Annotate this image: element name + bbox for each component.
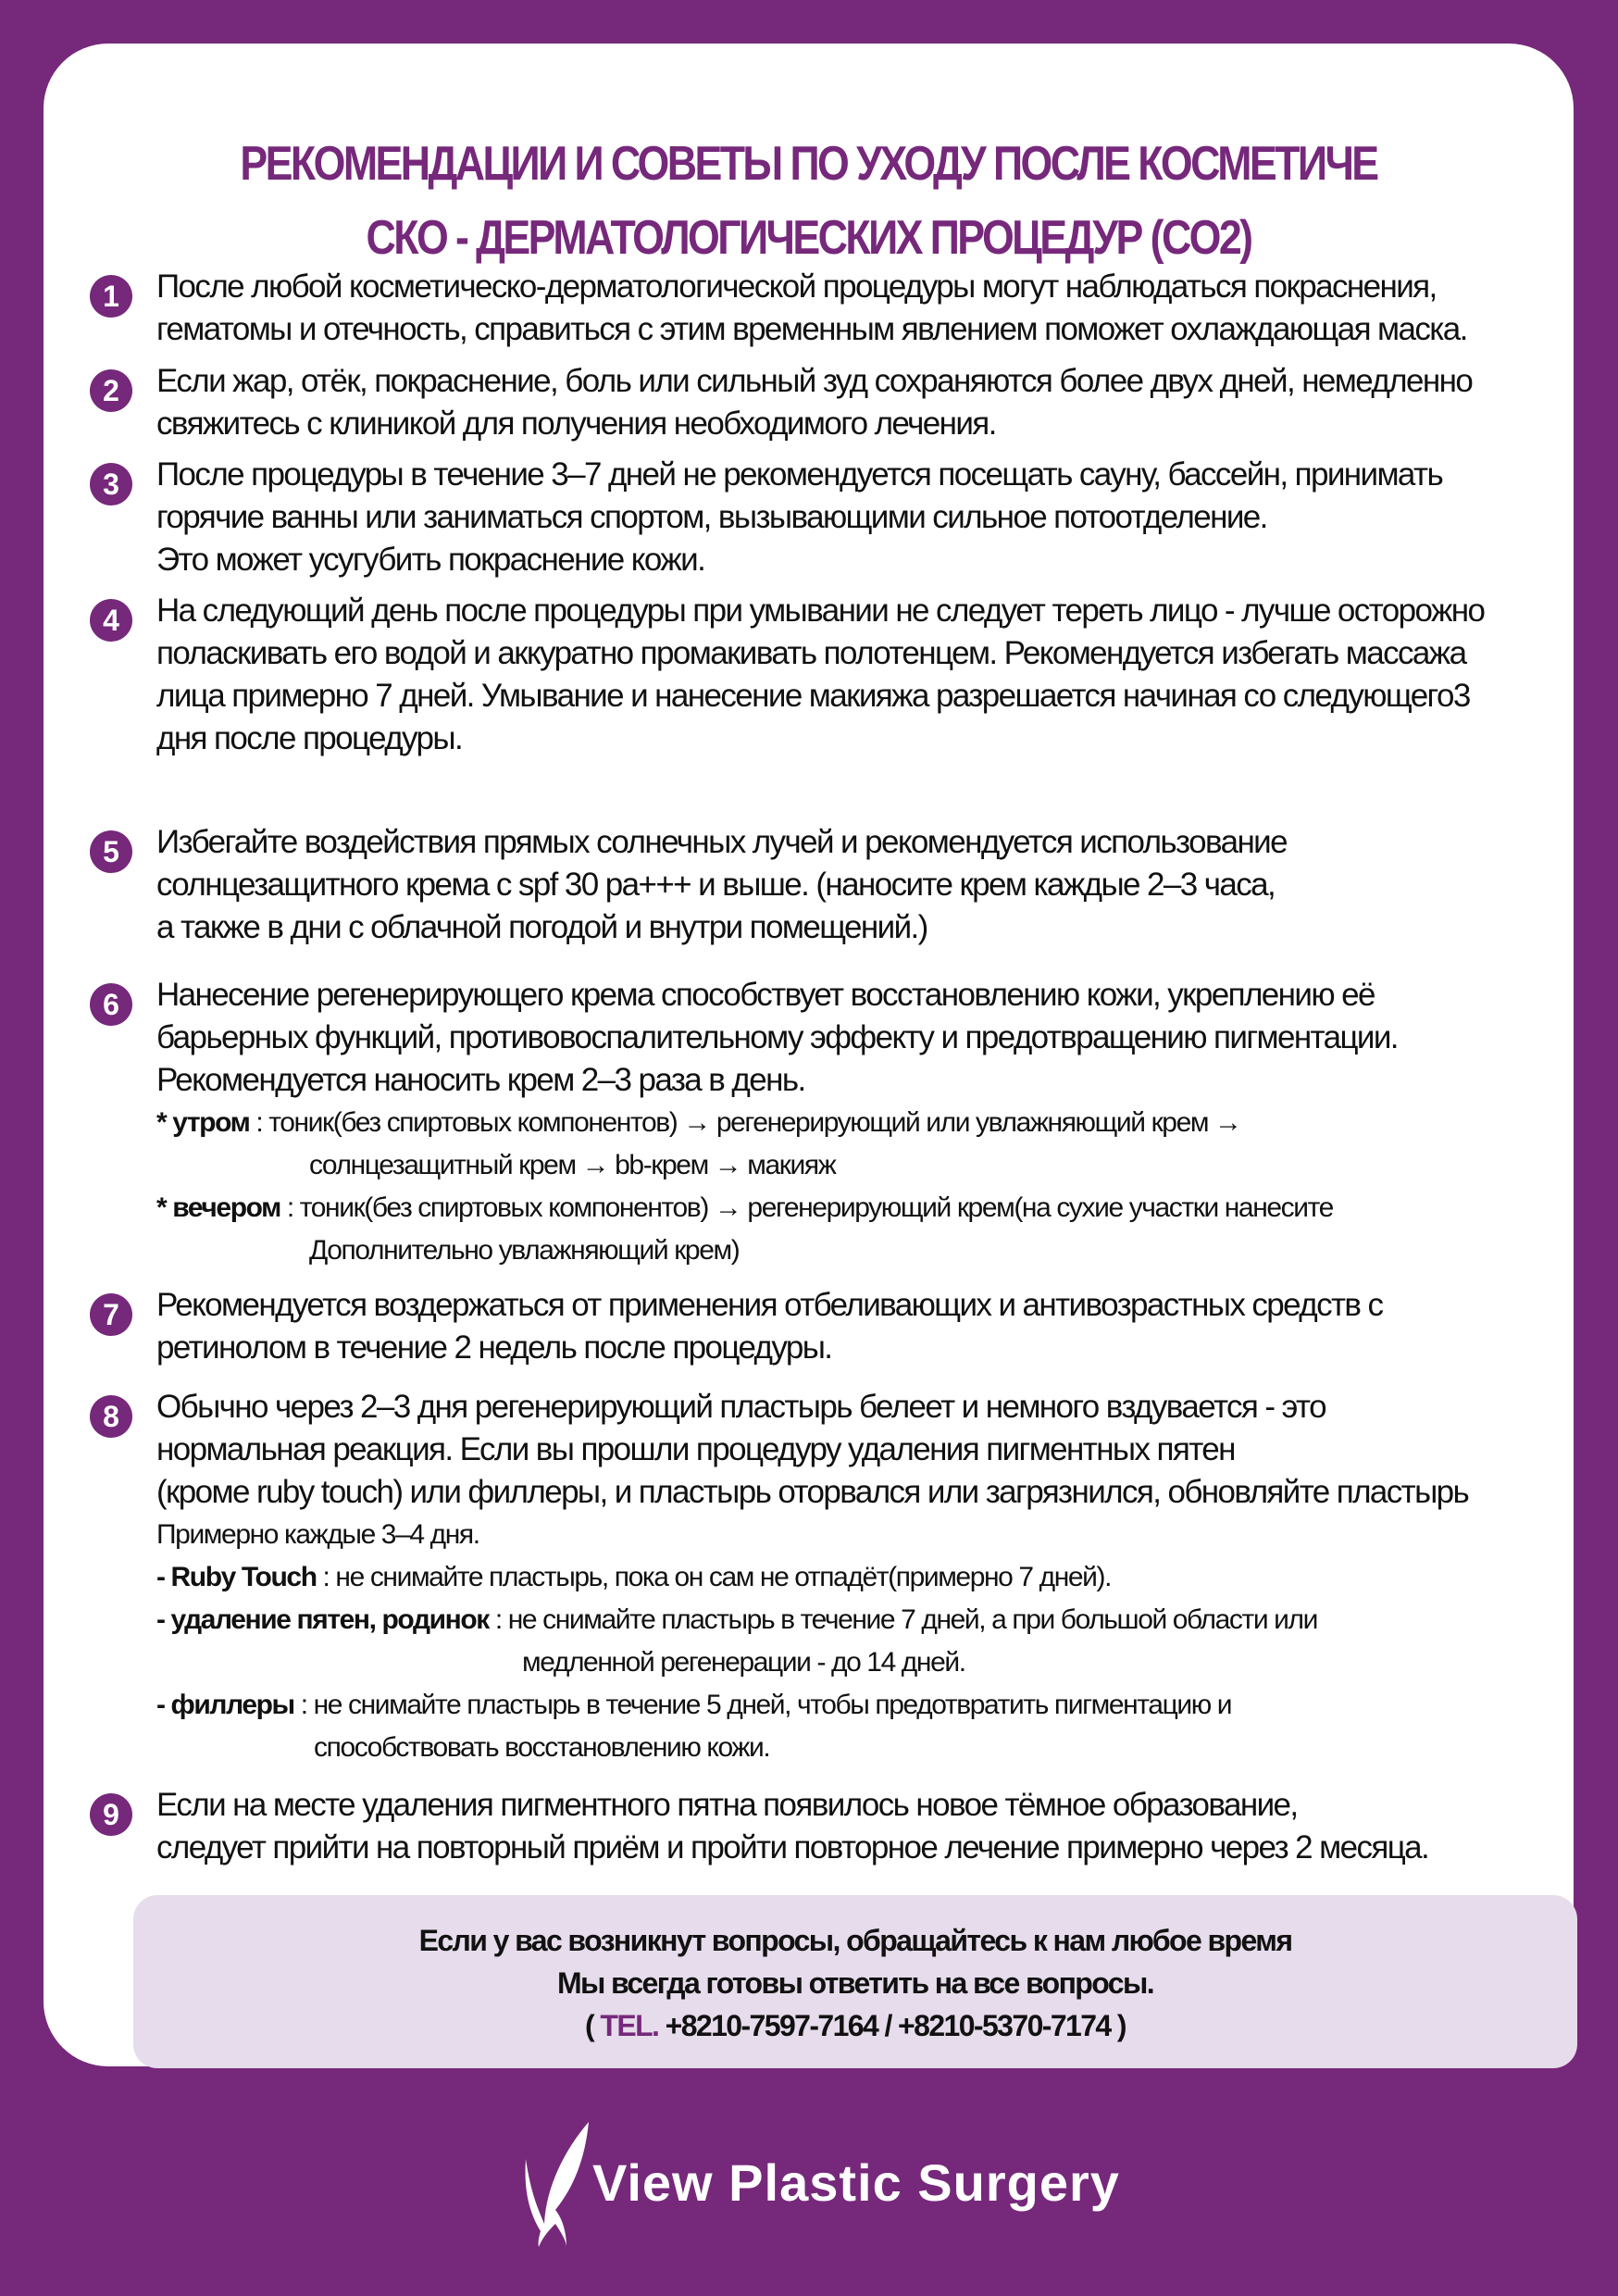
number-badge-icon: 1 xyxy=(90,275,132,318)
morning-routine: * утром : тоник(без спиртовых компонентов) → регенерирующий или увлажняющий крем → xyxy=(156,1107,1241,1138)
item-text: Рекомендуется воздержаться от применения отбеливающих и антивозрастных средств с ретинолом в течение 2 недель после процедуры. xyxy=(156,1287,1383,1366)
tel-label: TEL. xyxy=(600,2009,659,2042)
phone-numbers[interactable]: +8210-7597-7164 / +8210-5370-7174 ) xyxy=(658,2009,1126,2042)
item-text: Обычно через 2–3 дня регенерирующий пластырь белеет и немного вздувается - это нормальная реакция. Если вы прошли процедуру удаления пигментных пятен (кроме ruby touch) или филлеры, и пластырь оторвался или загрязнился, обновляйте пластырь Примерно каждые 3–4 дня. - Ruby Touch : не снимайте пластырь, пока он сам не отпадёт(примерно 7 дней). - удаление пятен, родинок : не снимайте пластырь в течение 7 дней, а при большой области или медленной регенерации - до 14 дней. - филлеры : не снимайте пластырь в течение 5 дней, чтобы предотвратить пигментацию и способствовать восстановлению кожи. xyxy=(156,1386,1600,1769)
contact-line-2: Мы всегда готовы ответить на все вопросы. xyxy=(556,1966,1153,2000)
fillers-note: - филлеры : не снимайте пластырь в течение 5 дней, чтобы предотвратить пигментацию и xyxy=(156,1690,1232,1720)
number-badge-icon: 4 xyxy=(90,599,132,642)
contact-box xyxy=(133,1895,1577,2068)
footer xyxy=(0,2111,1618,2250)
title-line-2: СКО - ДЕРМАТОЛОГИЧЕСКИХ ПРОЦЕДУР (CO2) xyxy=(366,211,1251,265)
number-badge-icon: 6 xyxy=(90,983,132,1026)
number-badge-icon: 9 xyxy=(90,1793,132,1836)
content-card xyxy=(44,44,1574,2066)
evening-routine: * вечером : тоник(без спиртовых компонентов) → регенерирующий крем(на сухие участки нанесите xyxy=(156,1192,1333,1223)
number-badge-icon: 8 xyxy=(90,1395,132,1438)
spot-removal-note: - удаление пятен, родинок : не снимайте пластырь в течение 7 дней, а при большой области или xyxy=(156,1604,1317,1635)
item-text: На следующий день после процедуры при умывании не следует тереть лицо - лучше осторожно поласкивать его водой и аккуратно промакивать полотенцем. Рекомендуется избегать массажа лица примерно 7 дней. Умывание и нанесение макияжа разрешается начиная со следующего3 дня после процедуры. xyxy=(156,593,1485,756)
number-badge-icon: 2 xyxy=(90,369,132,412)
item-text: Избегайте воздействия прямых солнечных лучей и рекомендуется использование солнцезащитного крема с spf 30 pa+++ и выше. (наносите крем каждые 2–3 часа, а также в дни с облачной погодой и внутри помещений.) xyxy=(156,824,1287,945)
item-text: Если на месте удаления пигментного пятна появилось новое тёмное образование, следует прийти на повторный приём и пройти повторное лечение примерно через 2 месяца. xyxy=(156,1787,1429,1866)
brand-name: View Plastic Surgery xyxy=(592,2153,1120,2212)
title-line-1: РЕКОМЕНДАЦИИ И СОВЕТЫ ПО УХОДУ ПОСЛЕ КОСМЕТИЧЕ xyxy=(240,137,1377,191)
ruby-touch-note: - Ruby Touch : не снимайте пластырь, пока он сам не отпадёт(примерно 7 дней). xyxy=(156,1562,1112,1592)
item-text: Нанесение регенерирующего крема способствует восстановлению кожи, укреплению её барьерных функций, противовоспалительному эффекту и предотвращению пигментации. Рекомендуется наносить крем 2–3 раза в день. * утром : тоник(без спиртовых компонентов) → регенерирующий или увлажняющий крем → солнцезащитный крем → bb-крем → макияж * вечером : тоник(без спиртовых компонентов) → регенерирующий крем(на сухие участки нанесите Дополнительно увлажняющий крем) xyxy=(156,974,1600,1272)
item-text: После процедуры в течение 3–7 дней не рекомендуется посещать сауну, бассейн, принимать горячие ванны или заниматься спортом, вызывающими сильное потоотделение. Это может усугубить покраснение кожи. xyxy=(156,456,1443,578)
contact-phones: ( TEL. +8210-7597-7164 / +8210-5370-7174 ) xyxy=(585,2009,1126,2042)
item-text: После любой косметическо-дерматологической процедуры могут наблюдаться покраснения, гематомы и отечность, справиться с этим временным явлением поможет охлаждающая маска. xyxy=(156,268,1467,347)
item-text: Если жар, отёк, покраснение, боль или сильный зуд сохраняются более двух дней, немедленно свяжитесь с клиникой для получения необходимого лечения. xyxy=(156,363,1473,442)
number-badge-icon: 7 xyxy=(90,1293,132,1336)
leaf-swoosh-icon xyxy=(518,2122,602,2247)
number-badge-icon: 3 xyxy=(90,463,132,505)
contact-line-1: Если у вас возникнут вопросы, обращайтесь к нам любое время xyxy=(418,1924,1292,1957)
number-badge-icon: 5 xyxy=(90,830,132,873)
page-title xyxy=(151,127,1467,275)
